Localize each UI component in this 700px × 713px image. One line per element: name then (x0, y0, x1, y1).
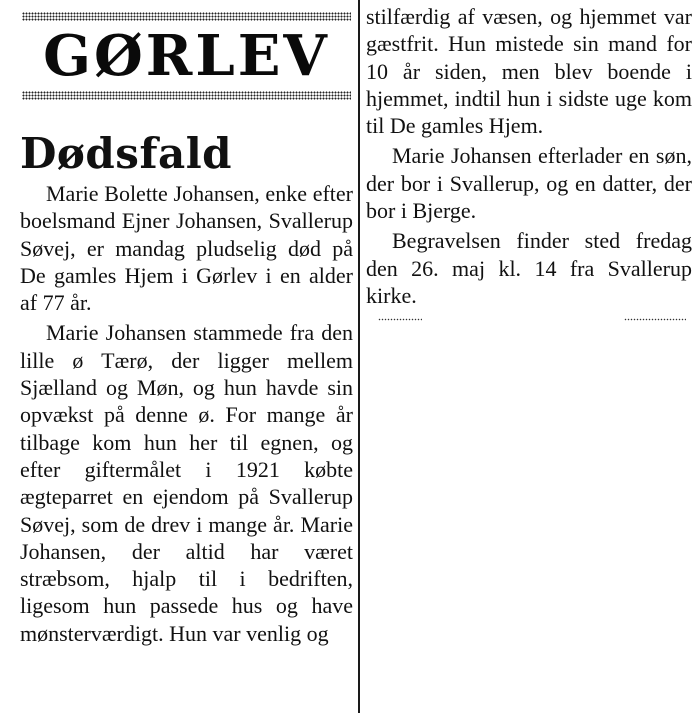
left-column (20, 12, 353, 650)
right-column (366, 3, 692, 328)
end-mark-left (378, 318, 422, 321)
article-paragraph-1: Marie Bolette Johansen, enke efter boelsmand Ejner Johansen, Svallerup Søvej, er mandag pludselig død på De gamles Hjem i Gørlev i en alder af 77 år. (20, 181, 353, 316)
article-paragraph-2: Marie Johansen stammede fra den lille ø Tærø, der ligger mellem Sjælland og Møn, og hun havde sin opvækst på denne ø. For mange år tilbage kom hun her til egnen, og efter giftermålet i 1921 købte ægteparret en ejendom på Svallerup Søvej, som de drev i mange år. Marie Johansen, der altid har været stræbsom, hjalp til i bedriften, ligesom hun passede hus og have mønsterværdigt. Hun var venlig og (20, 320, 353, 646)
masthead-top-rule (22, 12, 351, 21)
article-end-marks (366, 314, 692, 328)
article-paragraph-3: Marie Johansen efterlader en søn, der bor i Svallerup, og en datter, der bor i Bjerge. (366, 143, 692, 224)
end-mark-right (624, 318, 686, 321)
masthead-title: GØRLEV (43, 23, 330, 89)
article-paragraph-2-continued: stilfærdig af væsen, og hjemmet var gæstfrit. Hun mistede sin mand for 10 år siden, men blev boende i hjemmet, indtil hun i sidste uge kom til De gamles Hjem. (366, 4, 692, 139)
article-paragraph-4: Begravelsen finder sted fredag den 26. maj kl. 14 fra Svallerup kirke. (366, 228, 692, 308)
masthead-bottom-rule (22, 91, 351, 100)
column-divider (358, 0, 360, 713)
article-headline: Dødsfald (20, 129, 233, 178)
